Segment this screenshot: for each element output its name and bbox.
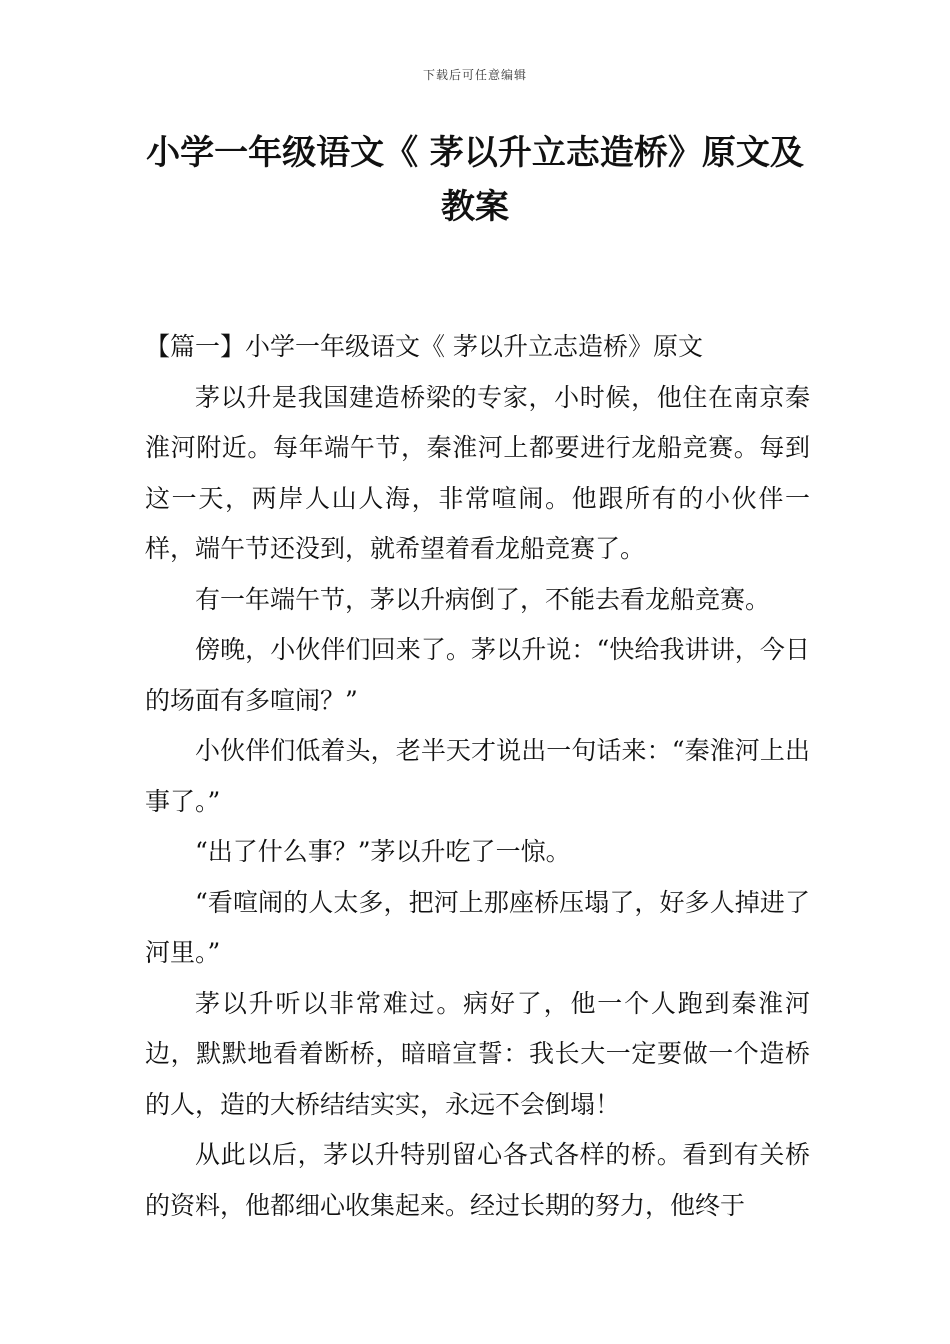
paragraph: 茅以升听以非常难过。病好了，他一个人跑到秦淮河边，默默地看着断桥，暗暗宣誓：我长大一定要做一个造桥的人，造的大桥结结实实，永远不会倒塌！ — [145, 988, 810, 1119]
document-body — [145, 322, 810, 1231]
paragraph: “出了什么事？”茅以升吃了一惊。 — [195, 837, 571, 866]
paragraph: 茅以升是我国建造桥梁的专家，小时候，他住在南京秦淮河附近。每年端午节，秦淮河上都要进行龙船竞赛。每到这一天，两岸人山人海，非常喧闹。他跟所有的小伙伴一样，端午节还没到，就希望着看龙船竞赛了。 — [145, 382, 810, 563]
header-note: 下载后可任意编辑 — [422, 68, 527, 82]
paragraph: “看喧闹的人太多，把河上那座桥压塌了，好多人掉进了河里。” — [145, 887, 810, 967]
paragraph: 傍晚，小伙伴们回来了。茅以升说：“快给我讲讲，今日的场面有多喧闹？” — [145, 635, 810, 715]
paragraph: 小伙伴们低着头，老半天才说出一句话来：“秦淮河上出事了。” — [145, 736, 810, 816]
paragraph: 从此以后，茅以升特别留心各式各样的桥。看到有关桥的资料，他都细心收集起来。经过长期的努力，他终于 — [145, 1140, 810, 1220]
document-title: 小学一年级语文《 茅以升立志造桥》原文及教案 — [146, 133, 804, 227]
section-heading: 【篇一】小学一年级语文《 茅以升立志造桥》原文 — [145, 332, 703, 361]
paragraph: 有一年端午节，茅以升病倒了，不能去看龙船竞赛。 — [195, 584, 771, 614]
